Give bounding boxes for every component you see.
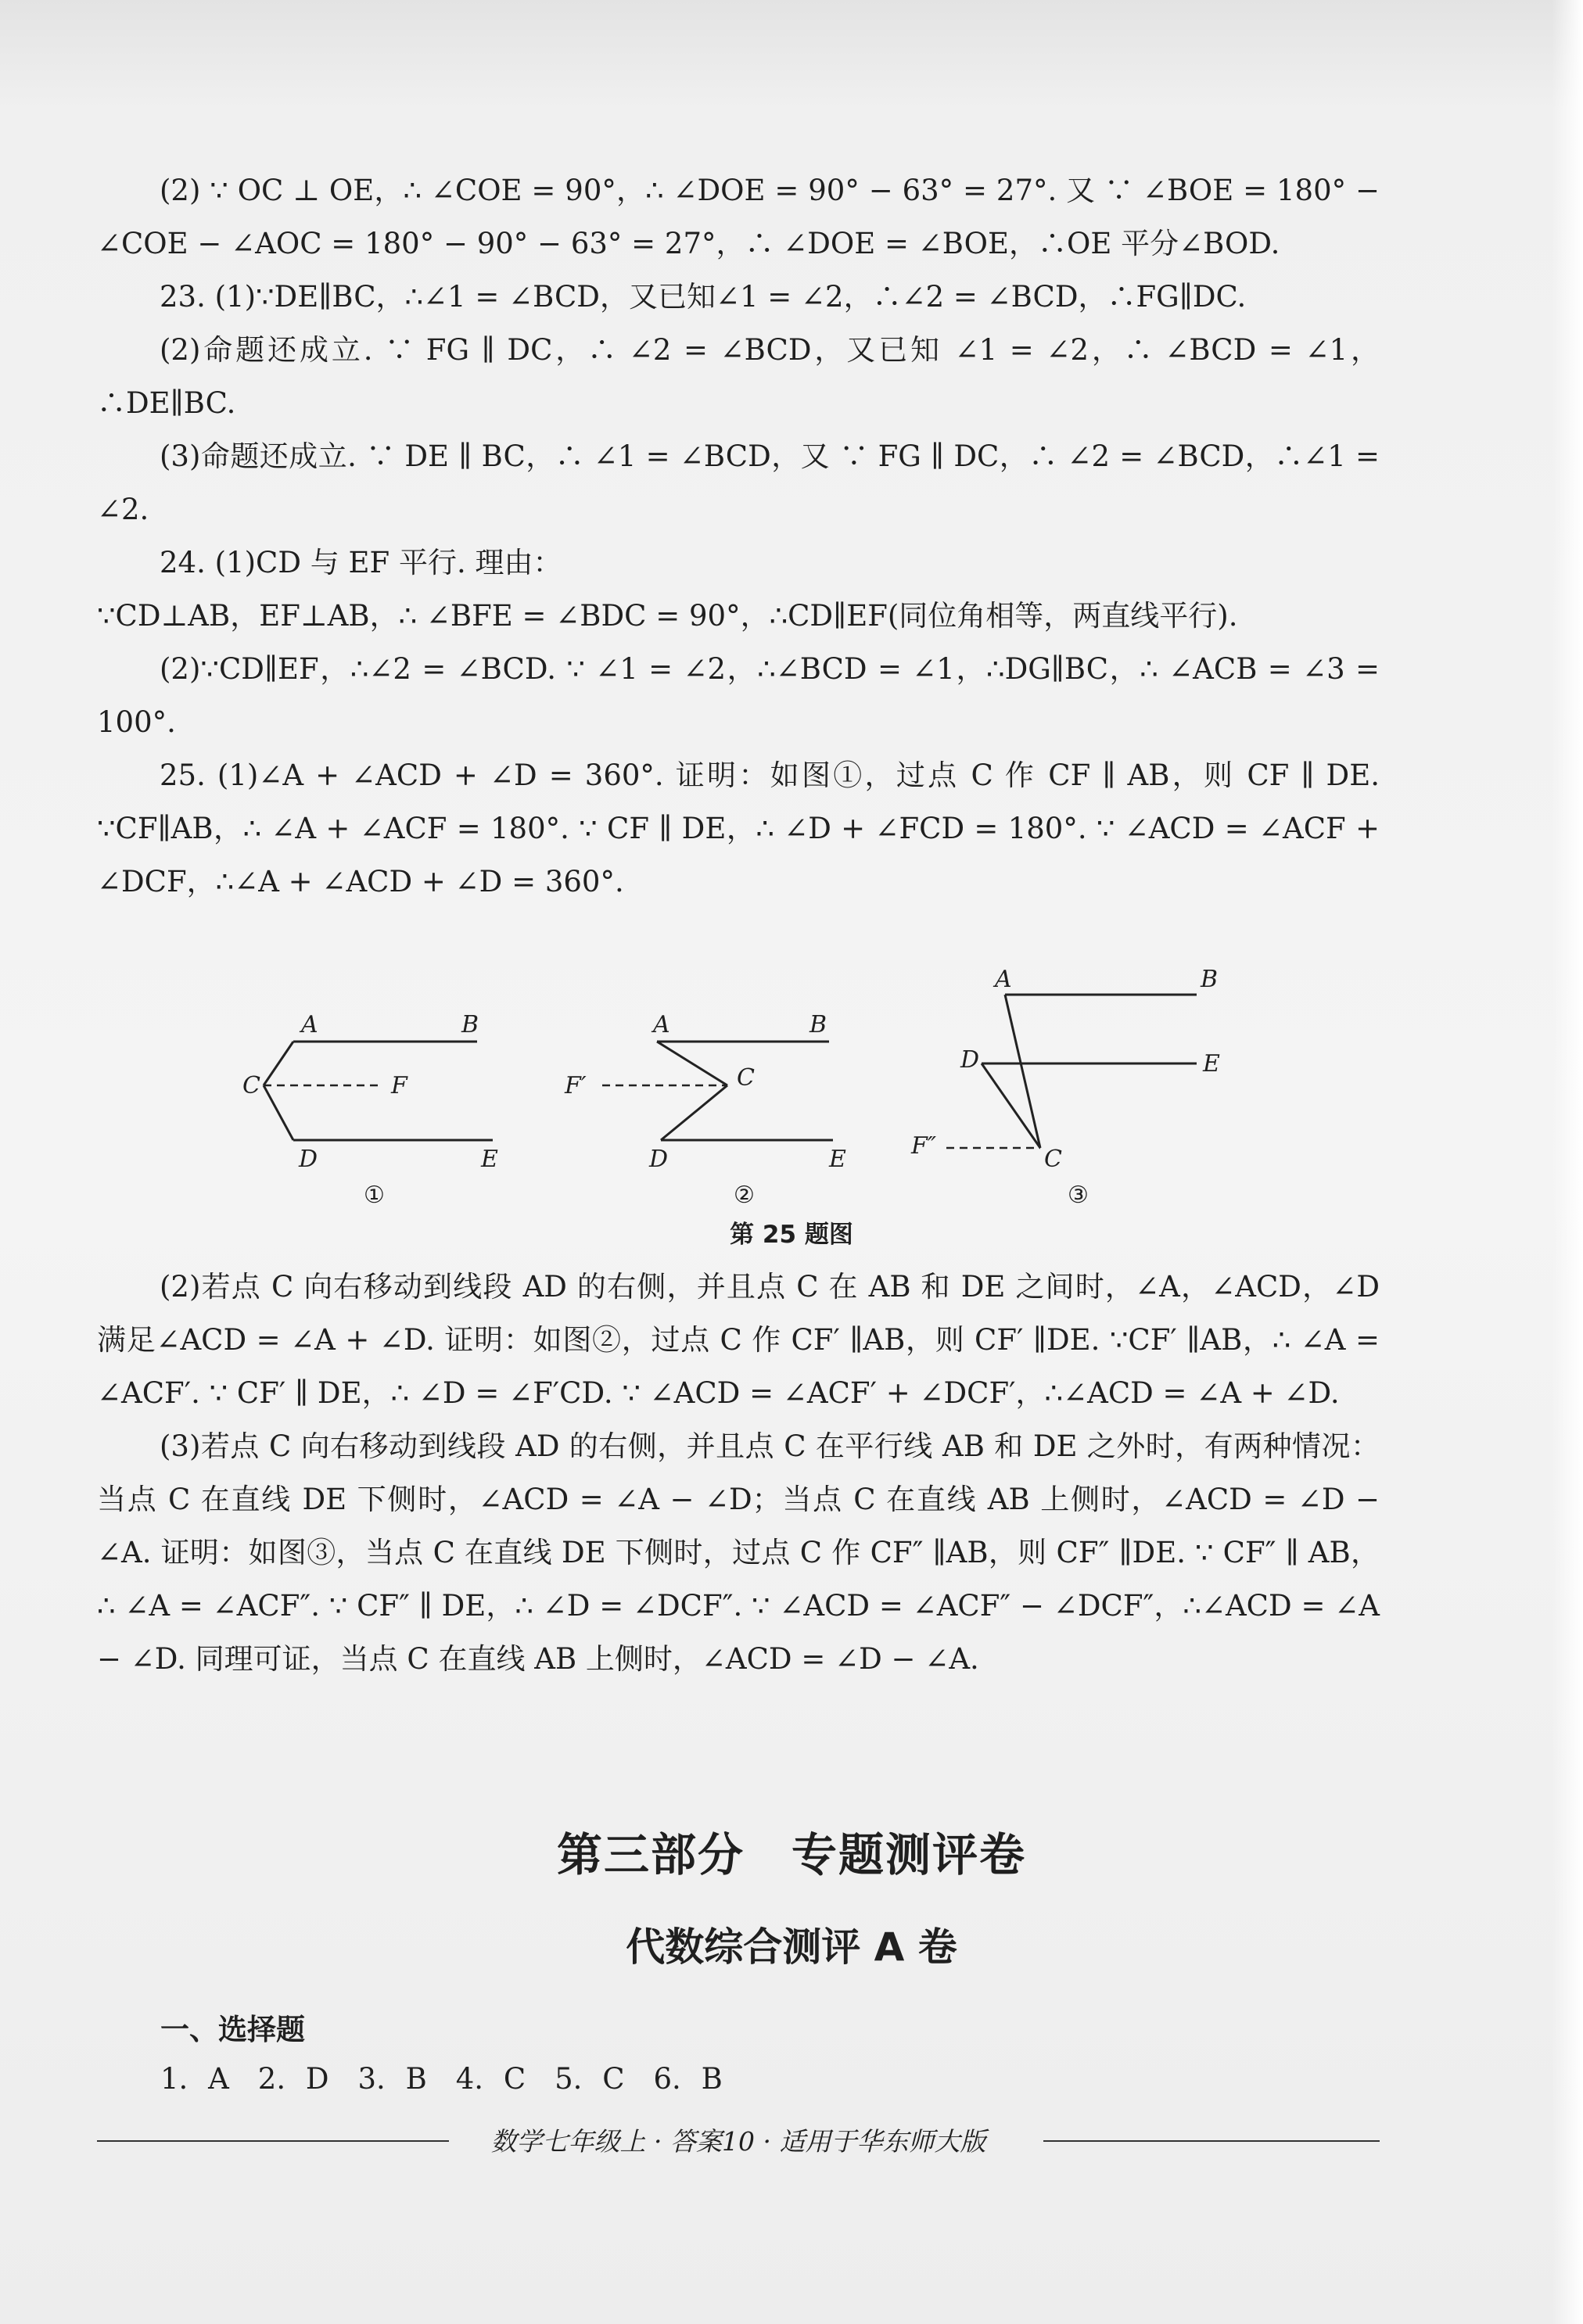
paragraph: 24. (1)CD 与 EF 平行. 理由： [160, 546, 562, 579]
label-f-prime: F′ [565, 1072, 587, 1099]
figure-3 [910, 966, 1220, 1209]
paragraph: 23. (1)∵DE∥BC，∴∠1 = ∠BCD，又已知∠1 = ∠2，∴∠2 = ∠BCD，∴FG∥DC. [160, 280, 1247, 314]
label-b: B [1201, 966, 1219, 993]
label-c: C [1044, 1146, 1062, 1173]
footer-rule-right [1043, 2140, 1380, 2142]
page-footer [97, 2121, 1380, 2161]
figure-2 [564, 1011, 846, 1209]
geometry-figures [235, 954, 1275, 1251]
label-c: C [737, 1064, 755, 1092]
paragraph: (3)若点 C 向右移动到线段 AD 的右侧，并且点 C 在平行线 AB 和 DE 之外时，有两种情况：当点 C 在直线 DE 下侧时，∠ACD = ∠A − ∠D；当点 C 在直线 AB 上侧时，∠ACD = ∠D − ∠A. 证明：如图③，当点 C 在直线 DE 下侧时，过点 C 作 CF″ ∥AB，则 CF″ ∥DE. ∵ CF″ ∥ AB，∴ ∠A = ∠ACF″. ∵ CF″ ∥ DE，∴ ∠D = ∠DCF″. ∵ ∠ACD = ∠ACF″ − ∠DCF″，∴∠ACD = ∠A − ∠D. 同理可证，当点 C 在直线 AB 上侧时，∠ACD = ∠D − ∠A. [97, 1429, 1380, 1676]
label-a: A [301, 1011, 318, 1038]
label-e: E [829, 1146, 846, 1173]
paragraph: (2) ∵ OC ⊥ OE，∴ ∠COE = 90°，∴ ∠DOE = 90° − 63° = 27°. 又 ∵ ∠BOE = 180° − ∠COE − ∠AOC = 180° − 90° − 63° = 27°，∴ ∠DOE = ∠BOE，∴OE 平分∠BOD. [97, 174, 1380, 260]
label-d: D [649, 1146, 669, 1173]
label-f-double-prime: F″ [911, 1132, 937, 1160]
figure-caption: 第 25 题图 [730, 1221, 853, 1249]
figure-number: ③ [1068, 1182, 1089, 1209]
figure-25-diagrams [235, 954, 1275, 1251]
paragraph: ∵CD⊥AB，EF⊥AB，∴ ∠BFE = ∠BDC = 90°，∴CD∥EF(同位角相等，两直线平行). [97, 599, 1238, 633]
paragraph: (2)命题还成立. ∵ FG ∥ DC，∴ ∠2 = ∠BCD，又已知 ∠1 = ∠2，∴ ∠BCD = ∠1，∴DE∥BC. [97, 333, 1380, 420]
solution-text-top [97, 164, 1380, 909]
paragraph: (2)∵CD∥EF，∴∠2 = ∠BCD. ∵ ∠1 = ∠2，∴∠BCD = ∠1，∴DG∥BC，∴ ∠ACB = ∠3 = 100°. [97, 652, 1380, 739]
part-title: 第三部分 专题测评卷 [556, 1828, 1026, 1881]
label-b: B [809, 1011, 827, 1038]
label-d: D [960, 1046, 980, 1074]
label-c: C [242, 1072, 260, 1099]
label-e: E [481, 1146, 498, 1173]
figure-number: ② [734, 1182, 755, 1209]
paragraph: 25. (1)∠A + ∠ACD + ∠D = 360°. 证明：如图①，过点 C 作 CF ∥ AB，则 CF ∥ DE. ∵CF∥AB，∴ ∠A + ∠ACF = 180°. ∵ CF ∥ DE，∴ ∠D + ∠FCD = 180°. ∵ ∠ACD = ∠ACF + ∠DCF，∴∠A + ∠ACD + ∠D = 360°. [97, 759, 1380, 898]
paragraph: (3)命题还成立. ∵ DE ∥ BC，∴ ∠1 = ∠BCD，又 ∵ FG ∥ DC，∴ ∠2 = ∠BCD，∴∠1 = ∠2. [97, 439, 1380, 526]
label-f: F [391, 1072, 407, 1099]
footer-text: 数学七年级上 · 答案10 · 适用于华东师大版 [490, 2126, 986, 2157]
figure-number: ① [364, 1182, 385, 1209]
section-heading: 一、选择题 [160, 2013, 305, 2046]
label-e: E [1203, 1050, 1220, 1078]
answer-list: 1. A 2. D 3. B 4. C 5. C 6. B [160, 2062, 723, 2096]
paragraph: (2)若点 C 向右移动到线段 AD 的右侧，并且点 C 在 AB 和 DE 之间时，∠A，∠ACD，∠D 满足∠ACD = ∠A + ∠D. 证明：如图②，过点 C 作 CF′ ∥AB，则 CF′ ∥DE. ∵CF′ ∥AB，∴ ∠A = ∠ACF′. ∵ CF′ ∥ DE，∴ ∠D = ∠F′CD. ∵ ∠ACD = ∠ACF′ + ∠DCF′，∴∠ACD = ∠A + ∠D. [97, 1270, 1380, 1410]
label-b: B [461, 1011, 479, 1038]
figure-1 [242, 1011, 498, 1209]
test-title: 代数综合测评 A 卷 [626, 1924, 957, 1970]
label-a: A [995, 966, 1012, 993]
solution-text-bottom [97, 1261, 1380, 1686]
label-a: A [653, 1011, 670, 1038]
label-d: D [299, 1146, 318, 1173]
